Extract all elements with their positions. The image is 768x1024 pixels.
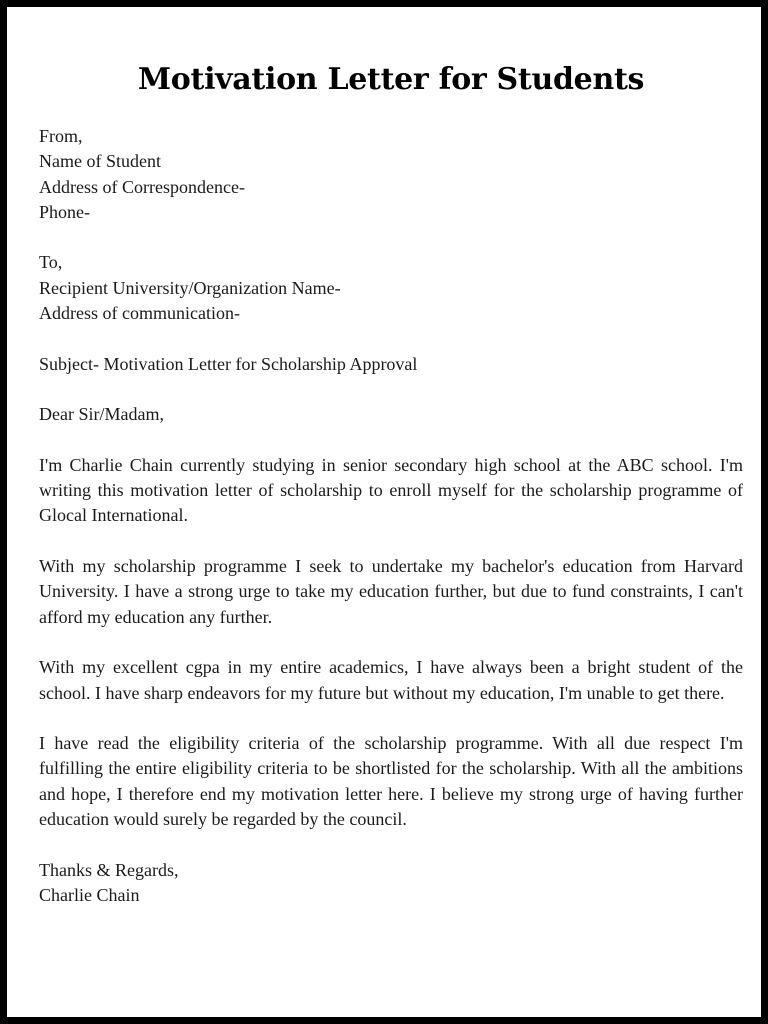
paragraph-4: I have read the eligibility criteria of the scholarship programme. With all due respect I'm fulfilling the entire eligibility criteria to be shortlisted for the scholarship. With all the ambitions and hope, I therefore end my motivation letter here. I believe my strong urge of having further education would surely be regarded by the council.: [39, 733, 743, 830]
salutation-text: Dear Sir/Madam,: [39, 404, 164, 425]
subject-line: [39, 352, 743, 377]
recipient-name: Recipient University/Organization Name-: [39, 277, 341, 298]
sender-address: Address of Correspondence-: [39, 176, 245, 197]
recipient-block: [39, 250, 743, 326]
paragraph-2: With my scholarship programme I seek to undertake my bachelor's education from Harvard University. I have a strong urge to take my education further, but due to fund constraints, I can't afford my education any further.: [39, 556, 743, 627]
subject-text: Subject- Motivation Letter for Scholarship Approval: [39, 353, 418, 374]
to-label: To,: [39, 252, 63, 273]
closing-block: [39, 858, 743, 909]
from-label: From,: [39, 126, 83, 146]
salutation: [39, 402, 743, 427]
page-title: Motivation Letter for Students: [137, 62, 645, 97]
paragraph-3: With my excellent cgpa in my entire academics, I have always been a bright student of the school. I have sharp endeavors for my future but without my education, I'm unable to get there.: [39, 657, 743, 703]
closing-text: Thanks & Regards,: [39, 859, 179, 880]
sender-phone: Phone-: [39, 201, 90, 222]
paragraph-1: I'm Charlie Chain currently studying in senior secondary high school at the ABC school. I'm writing this motivation letter of scholarship to enroll myself for the scholarship programme of Glocal International.: [39, 454, 743, 526]
recipient-address: Address of communication-: [39, 303, 240, 324]
letter-body: [39, 124, 743, 908]
sender-name: Name of Student: [39, 151, 161, 172]
sender-block: [39, 124, 743, 225]
signature-name: Charlie Chain: [39, 884, 140, 905]
